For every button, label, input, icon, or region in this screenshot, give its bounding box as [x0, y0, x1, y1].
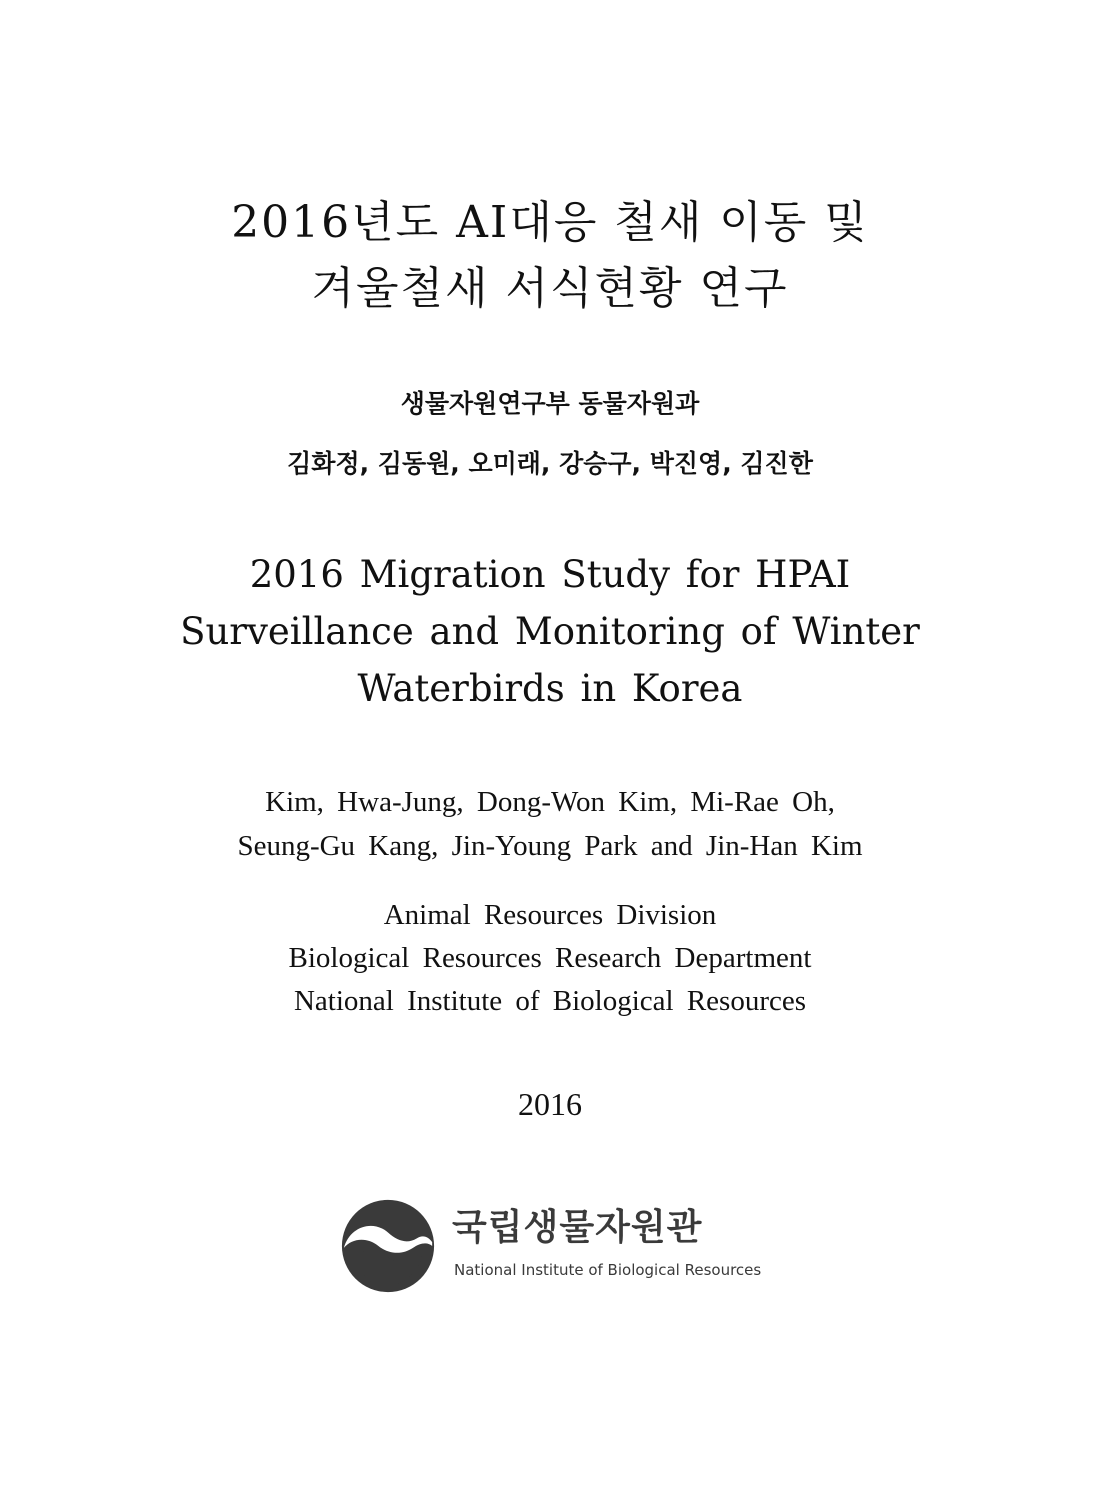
korean-department: 생물자원연구부 동물자원과 [400, 389, 700, 418]
publication-year: 2016 [518, 1086, 582, 1122]
institute-logo [340, 1198, 800, 1298]
korean-title-line-2: 겨울철새 서식현황 연구 [311, 263, 789, 314]
english-title-line-3: Waterbirds in Korea [357, 667, 743, 710]
english-title [0, 546, 1100, 717]
korean-authors: 김화정, 김동원, 오미래, 강승구, 박진영, 김진한 [287, 449, 813, 478]
logo-name-korean: 국립생물자원관 [452, 1207, 703, 1248]
english-authors-line-2: Seung-Gu Kang, Jin-Young Park and Jin-Han Kim [237, 830, 863, 862]
english-title-line-1: 2016 Migration Study for HPAI [249, 553, 851, 596]
taegeuk-swirl-icon [340, 1198, 436, 1294]
korean-title-line-1: 2016년도 AI대응 철새 이동 및 [231, 197, 869, 248]
korean-title [0, 190, 1100, 322]
affiliation-institute: National Institute of Biological Resources [293, 985, 807, 1017]
affiliation-department: Biological Resources Research Department [288, 942, 812, 974]
logo-name-english: National Institute of Biological Resources [454, 1261, 762, 1279]
affiliation-division: Animal Resources Division [383, 899, 717, 931]
english-authors [0, 780, 1100, 868]
english-title-line-2: Surveillance and Monitoring of Winter [180, 610, 920, 653]
affiliation [0, 894, 1100, 1023]
english-authors-line-1: Kim, Hwa-Jung, Dong-Won Kim, Mi-Rae Oh, [265, 786, 835, 818]
